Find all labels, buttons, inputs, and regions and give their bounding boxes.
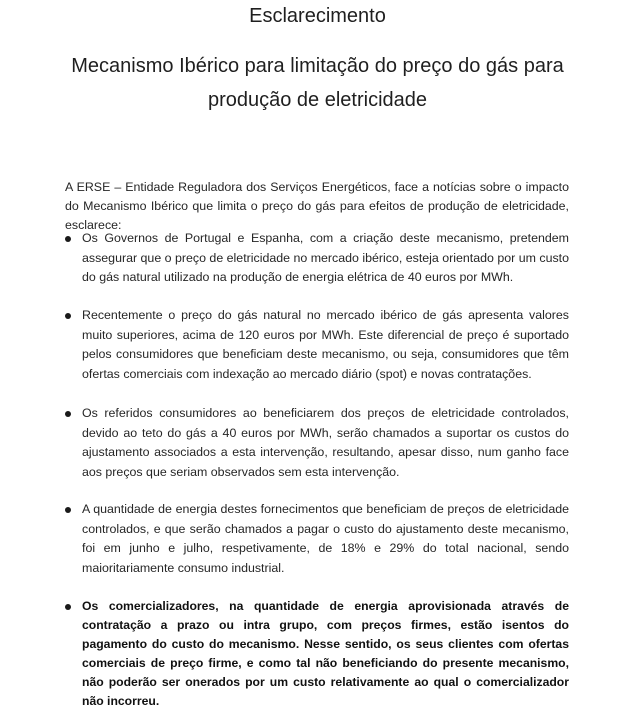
bullet-text: Os referidos consumidores ao beneficiarem dos preços de eletricidade controlados, devido ao teto do gás a 40 euros por MWh, serão chamados a suportar os custos do ajustamento associados a esta intervenção, resultando, apesar disso, num ganho face aos preços que seriam observados sem esta intervenção. — [82, 406, 569, 479]
bullet-icon — [65, 604, 71, 610]
document-title: Esclarecimento — [249, 5, 386, 27]
bullet-text-bold: Os comercializadores, na quantidade de energia aprovisionada através de contratação a prazo ou intra grupo, com preços firmes, estão isentos do pagamento do custo do mecanismo. Nesse sentido, os seus clientes com ofertas comerciais de preço firme, e como tal não beneficiando do presente mecanismo, não poderão ser onerados por um custo relativamente ao qual o comercializador não incorreu. — [82, 599, 569, 708]
bullet-icon — [65, 411, 71, 417]
intro-paragraph: A ERSE – Entidade Reguladora dos Serviços Energéticos, face a notícias sobre o impacto do Mecanismo Ibérico que limita o preço do gás para efeitos de produção de eletricidade, esclarece: — [65, 180, 569, 232]
bullet-icon — [65, 507, 71, 513]
bullet-text: Os Governos de Portugal e Espanha, com a criação deste mecanismo, pretendem assegurar que o preço de eletricidade no mercado ibérico, esteja orientado por um custo do gás natural utilizado na produção de energia elétrica de 40 euros por MWh. — [82, 231, 569, 284]
bullet-icon — [65, 313, 71, 319]
bullet-icon — [65, 236, 71, 242]
document-subtitle: Mecanismo Ibérico para limitação do preço do gás para produção de eletricidade — [71, 55, 564, 111]
bullet-text: A quantidade de energia destes fornecimentos que beneficiam de preços de eletricidade controlados, e que serão chamados a pagar o custo do ajustamento deste mecanismo, foi em junho e julho, respetivamente, de 18% e 29% do total nacional, sendo maioritariamente consumo industrial. — [82, 502, 569, 575]
bullet-text: Recentemente o preço do gás natural no mercado ibérico de gás apresenta valores muito superiores, acima de 120 euros por MWh. Este diferencial de preço é suportado pelos consumidores que beneficiam deste mecanismo, ou seja, consumidores que têm ofertas comerciais com indexação ao mercado diário (spot) e novas contratações. — [82, 308, 569, 381]
